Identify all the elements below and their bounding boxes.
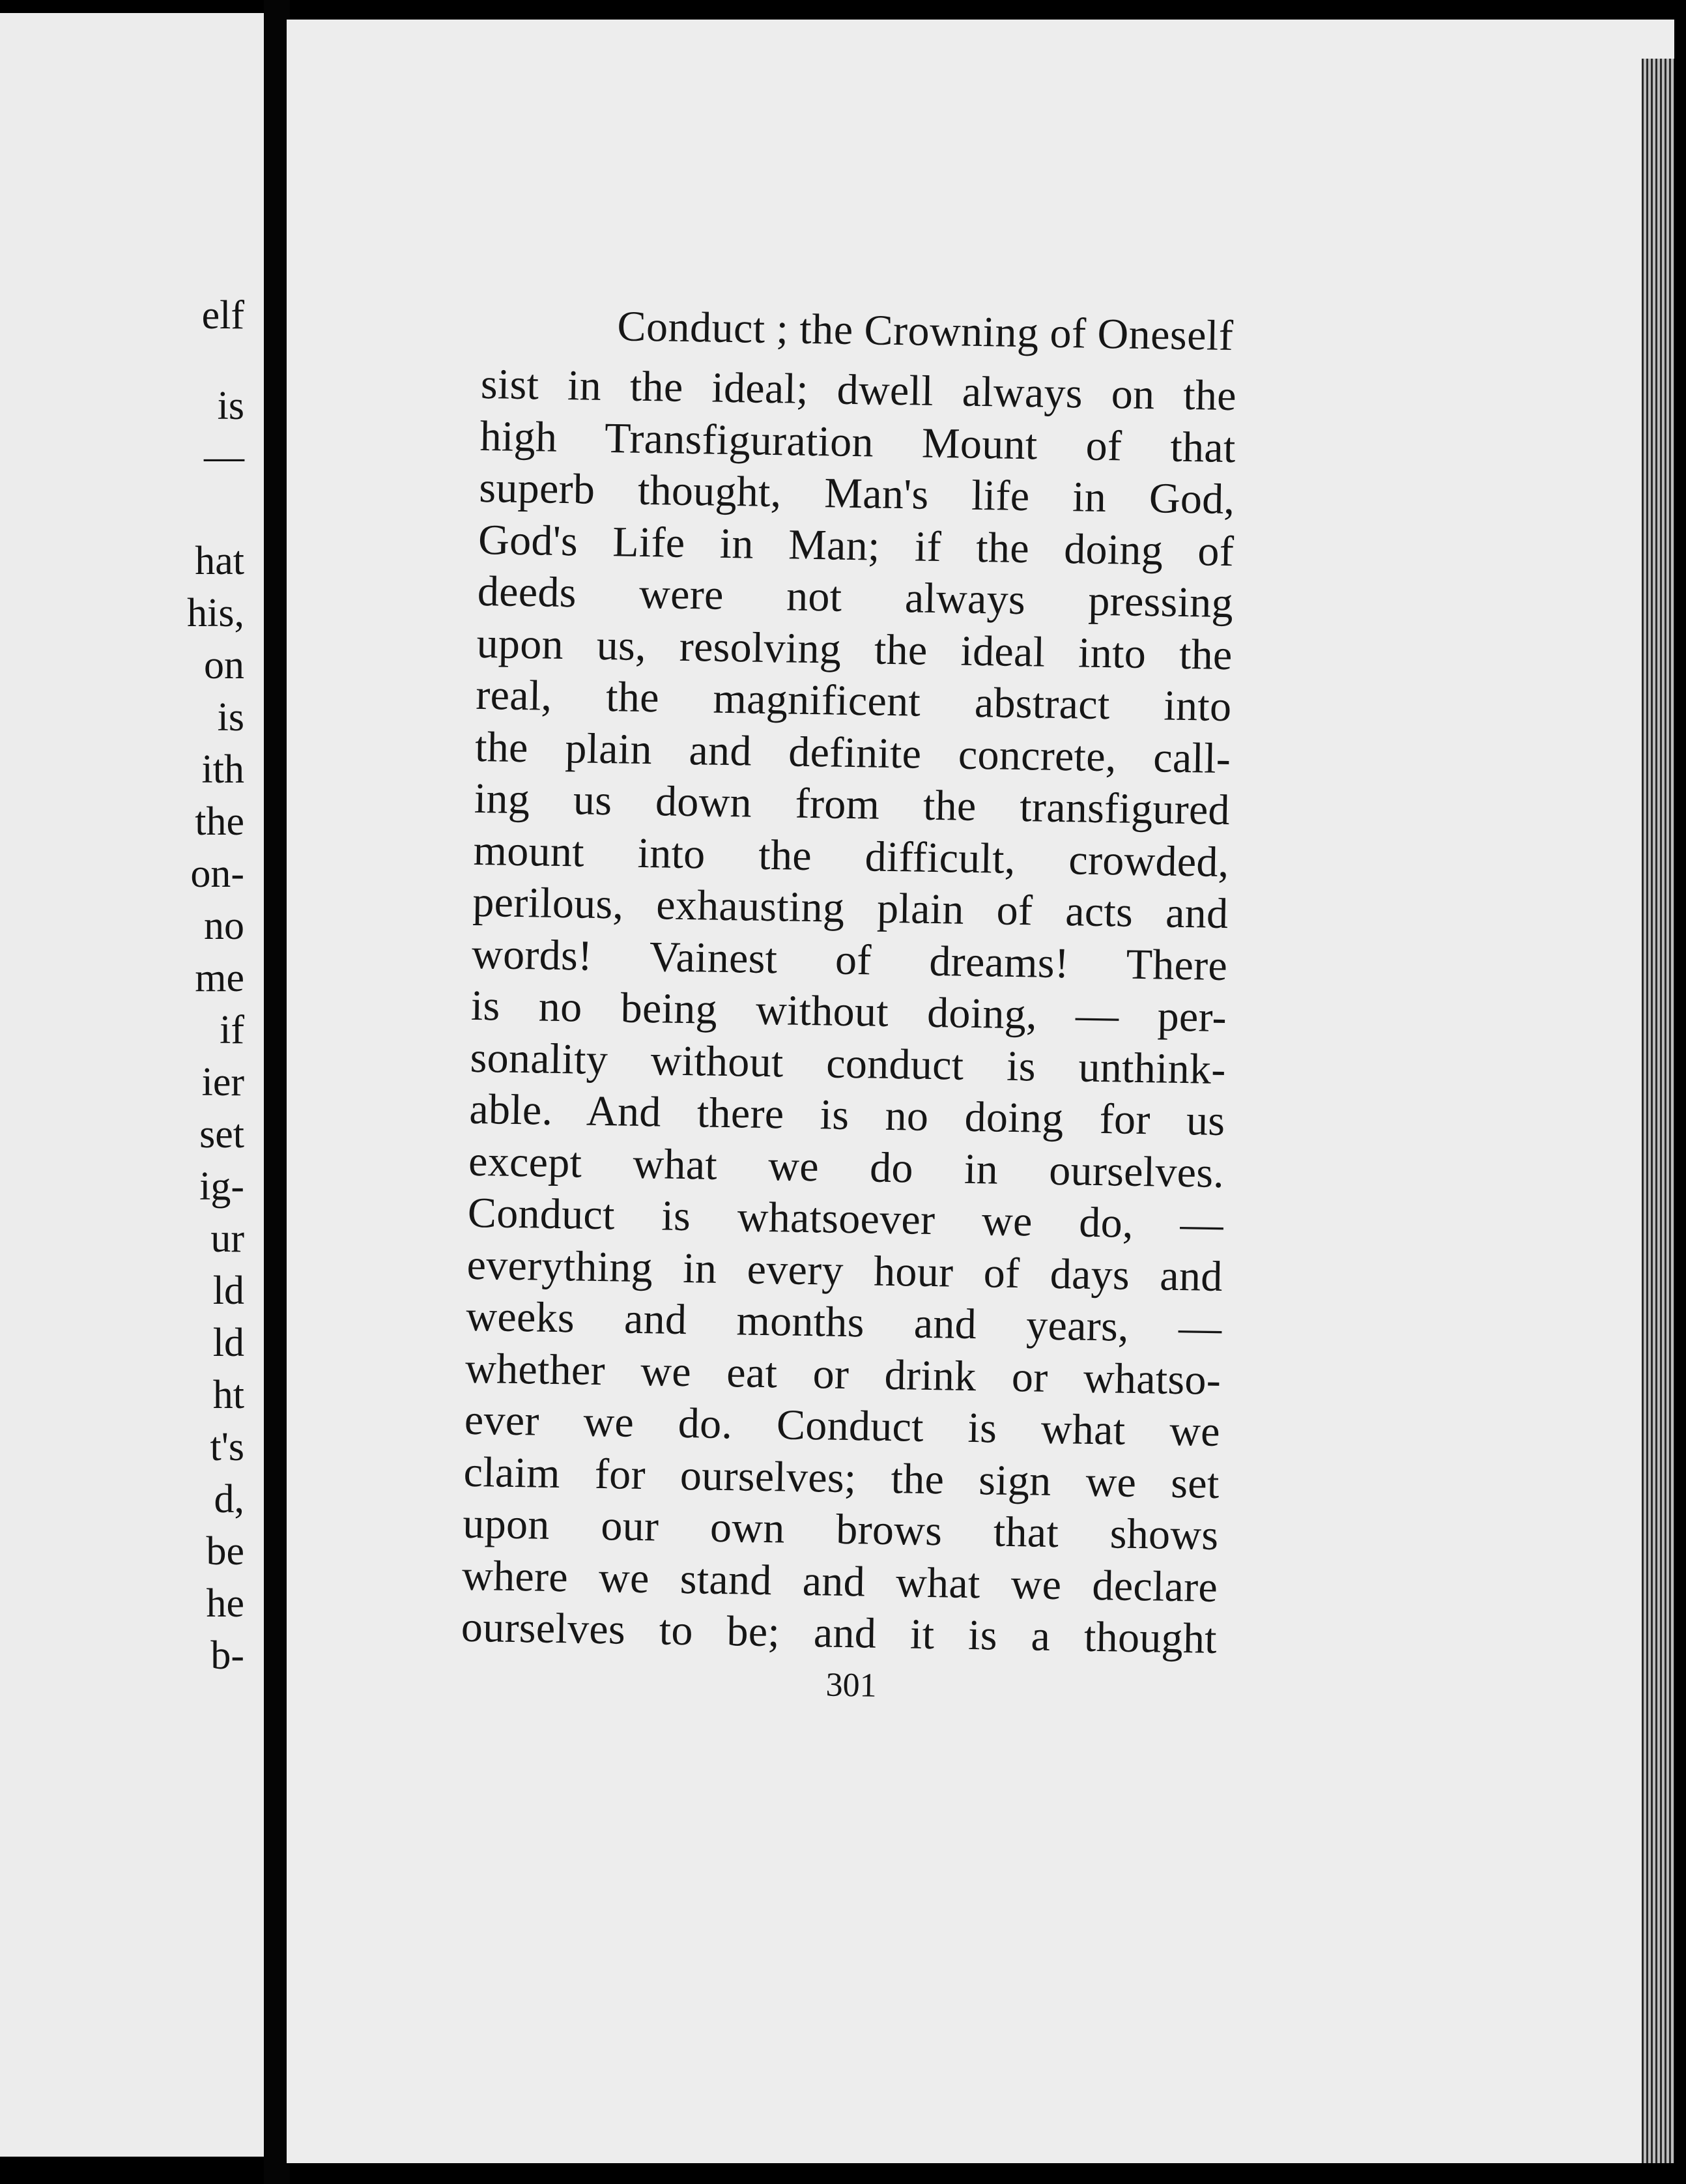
text-line: sonality without conduct is unthink-: [470, 1033, 1227, 1093]
left-page-fragment: set: [199, 1112, 244, 1157]
left-page-fragment: is: [217, 695, 244, 740]
page-number: 301: [825, 1666, 878, 1704]
left-page-fragment: no: [204, 904, 244, 948]
text-line: superb thought, Man's life in God,: [478, 463, 1235, 524]
text-line: Conduct is whatsoever we do, —: [467, 1188, 1224, 1249]
right-page: [287, 20, 1674, 2163]
left-page-fragment: ig-: [199, 1164, 244, 1209]
text-line: able. And there is no doing for us: [468, 1085, 1225, 1145]
text-line: ourselves to be; and it is a thought: [461, 1603, 1218, 1663]
left-page-fragment: ht: [212, 1373, 244, 1417]
text-line: words! Vainest of dreams! There: [471, 930, 1228, 990]
text-line: deeds were not always pressing: [477, 567, 1234, 627]
text-line: perilous, exhausting plain of acts and: [472, 878, 1229, 938]
left-page-fragment: ur: [210, 1216, 244, 1261]
left-page-fragment: t's: [210, 1425, 244, 1469]
left-page-fragment: ith: [201, 747, 244, 792]
text-line: high Transfiguration Mount of that: [479, 412, 1236, 472]
left-page-fragment: hat: [195, 539, 244, 583]
text-line: ever we do. Conduct is what we: [464, 1396, 1221, 1456]
text-line: claim for ourselves; the sign we set: [463, 1448, 1220, 1508]
text-block: [460, 300, 1238, 1710]
text-line: God's Life in Man; if the doing of: [478, 515, 1235, 575]
left-page-fragment: is: [217, 384, 244, 428]
text-line: sist in the ideal; dwell always on the: [480, 360, 1237, 420]
text-line: where we stand and what we declare: [461, 1551, 1218, 1611]
left-page-fragment: ld: [212, 1269, 244, 1313]
left-page-fragment: he: [206, 1581, 244, 1626]
text-line: the plain and definite concrete, call-: [474, 723, 1231, 783]
left-page-fragment: if: [220, 1008, 244, 1052]
left-page-fragment: d,: [214, 1477, 244, 1521]
text-line: upon us, resolving the ideal into the: [476, 619, 1233, 679]
text-line: mount into the difficult, crowded,: [473, 826, 1230, 886]
text-line: ing us down from the transfigured: [474, 774, 1231, 835]
text-line: real, the magnificent abstract into: [475, 670, 1232, 731]
text-line: everything in every hour of days and: [466, 1241, 1223, 1300]
left-page-fragment: ier: [201, 1060, 244, 1104]
left-page-fragment: ld: [212, 1321, 244, 1365]
body-text: [461, 358, 1236, 1665]
left-page-fragment: his,: [187, 591, 244, 635]
left-page-fragment: b-: [210, 1633, 244, 1678]
text-line: is no being without doing, — per-: [470, 981, 1227, 1042]
left-page-fragment: on-: [190, 852, 244, 896]
text-line: upon our own brows that shows: [462, 1499, 1219, 1559]
left-page: [0, 13, 264, 2157]
left-page-fragment: elf: [201, 293, 244, 338]
text-line: whether we eat or drink or whatso-: [464, 1344, 1222, 1404]
running-head: Conduct ; the Crowning of Oneself: [616, 302, 1234, 360]
left-page-fragment: the: [195, 799, 244, 844]
left-page-fragment: be: [206, 1529, 244, 1573]
text-line: except what we do in ourselves.: [468, 1137, 1225, 1197]
page-edges: [1642, 59, 1674, 2163]
book-gutter: [264, 0, 290, 2184]
left-page-fragment: me: [195, 956, 244, 1000]
left-page-fragment: —: [204, 435, 244, 479]
left-page-fragment: on: [204, 643, 244, 687]
text-line: weeks and months and years, —: [465, 1292, 1222, 1353]
